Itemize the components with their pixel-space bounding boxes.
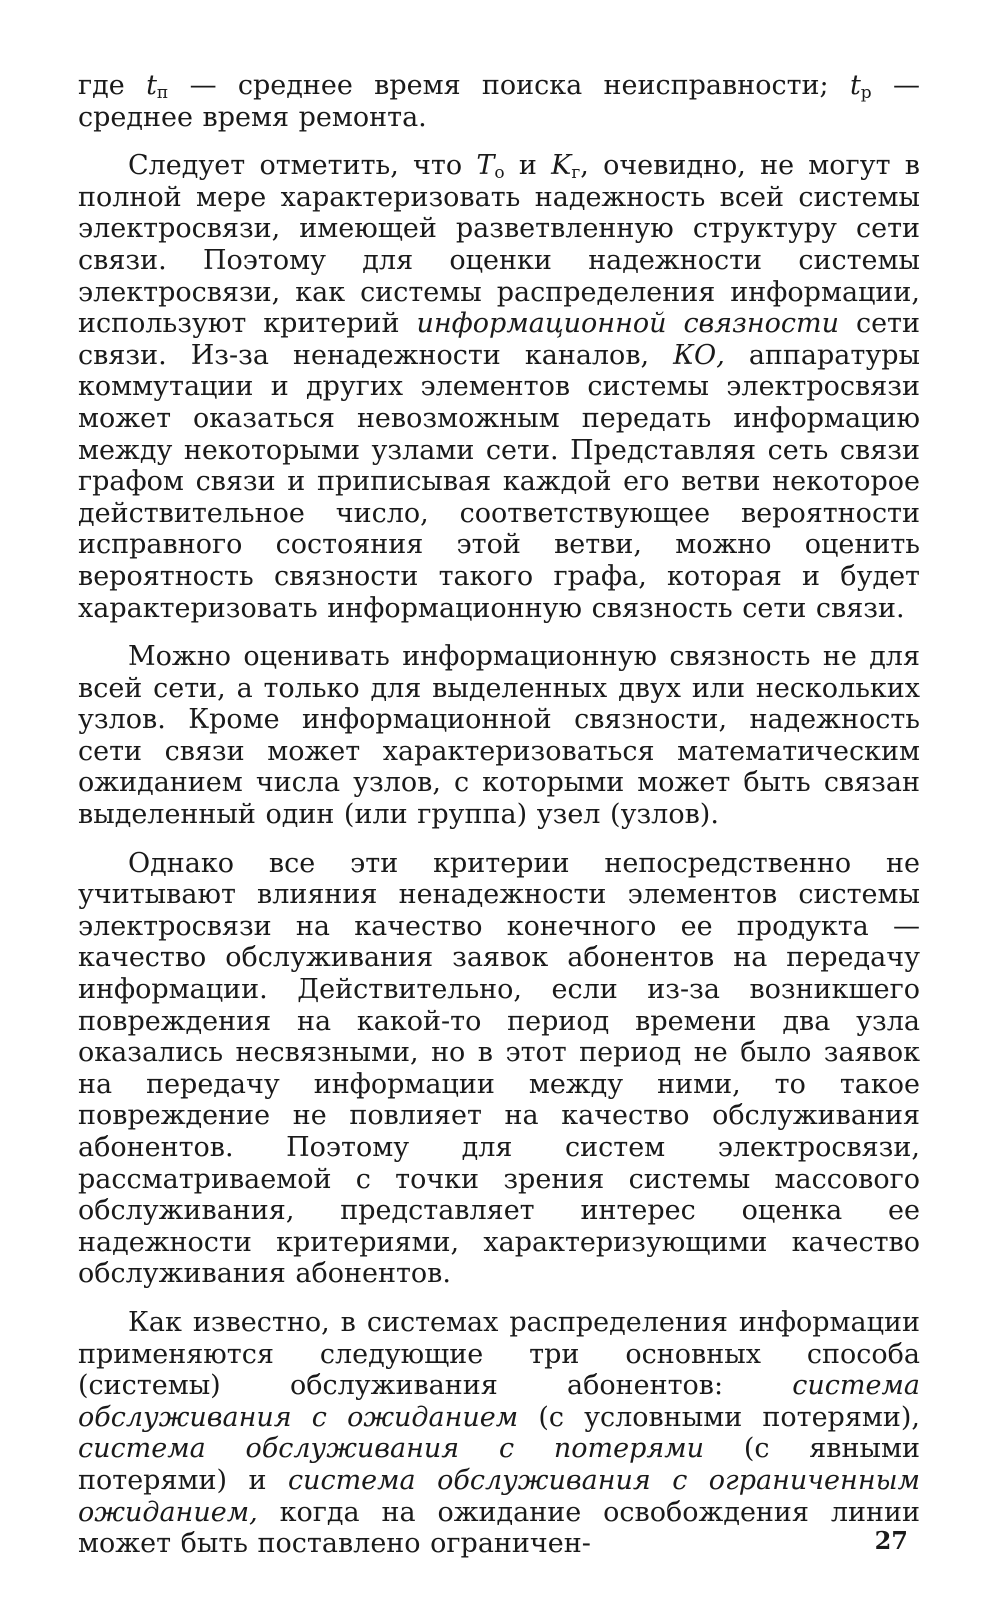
subscript-text: г bbox=[571, 163, 581, 184]
text-segment: где bbox=[78, 70, 147, 101]
page-number: 27 bbox=[874, 1526, 908, 1555]
paragraph-4 bbox=[78, 848, 920, 1290]
document-page bbox=[78, 70, 920, 1577]
paragraph-3 bbox=[78, 641, 920, 831]
subscript-text: р bbox=[860, 83, 872, 103]
italic-text: система обслуживания с ожиданием bbox=[78, 1370, 920, 1433]
text-segment: Следует отметить, что bbox=[128, 150, 477, 182]
italic-text: t bbox=[146, 70, 157, 101]
italic-text: система обслуживания с потерями bbox=[78, 1433, 705, 1465]
italic-text: K bbox=[551, 150, 572, 182]
text-segment: (с условными потерями), bbox=[518, 1401, 920, 1433]
italic-text: система обслуживания с ограниченным ожиданием, bbox=[78, 1464, 920, 1528]
text-segment: (с явными потерями) и bbox=[78, 1433, 920, 1496]
italic-text: T bbox=[476, 150, 495, 182]
paragraph-2 bbox=[78, 150, 920, 624]
text-segment: Можно оценивать информационную связность не для всей сети, а только для выделенных двух или нескольких узлов. Кроме информационной связности, надежность сети связи может характеризоваться математическим ожиданием числа узлов, с которыми может быть связан выделенный один (или группа) узел (узлов). bbox=[78, 641, 920, 831]
italic-text: информационной связности bbox=[416, 308, 840, 340]
text-segment: Как известно, в системах распределения информации применяются следующие три основных способа (системы) обслуживания абонентов: bbox=[78, 1306, 920, 1402]
text-segment: , очевидно, не могут в полной мере характеризовать надежность всей системы электросвязи, имеющей разветвленную структуру сети связи. Поэтому для оценки надежности системы электросвязи, как системы распределения информации, используют критерий bbox=[78, 150, 920, 340]
text-segment: — среднее время поиска неисправности; bbox=[168, 70, 850, 101]
text-segment: аппаратуры коммутации и других элементов системы электросвязи может оказаться невозможным передать информацию между некоторыми узлами сети. Представляя сеть связи графом связи и приписывая каждой его ветви некоторое действительное число, соответствующее вероятности исправного состояния этой ветви, можно оценить вероятность связности такого графа, которая и будет характеризовать информационную связность сети связи. bbox=[78, 339, 920, 624]
text-segment: Однако все эти критерии непосредственно не учитывают влияния ненадежности элементов системы электросвязи на качество конечного ее продукта — качество обслуживания заявок абонентов на передачу информации. Действительно, если из-за возникшего повреждения на какой-то период времени два узла оказались несвязными, но в этот период не было заявок на передачу информации между ними, то такое повреждение не повлияет на качество обслуживания абонентов. Поэтому для систем электросвязи, рассматриваемой с точки зрения системы массового обслуживания, представляет интерес оценка ее надежности критериями, характеризующими качество обслуживания абонентов. bbox=[78, 847, 920, 1290]
italic-text: t bbox=[849, 70, 861, 101]
subscript-text: п bbox=[156, 83, 169, 103]
paragraph-5 bbox=[78, 1307, 920, 1560]
subscript-text: о bbox=[494, 163, 505, 184]
text-segment: когда на ожидание освобождения линии может быть поставлено ограничен- bbox=[78, 1496, 920, 1560]
paragraph-1 bbox=[78, 70, 920, 133]
text-segment: — среднее время ремонта. bbox=[78, 70, 920, 133]
text-segment: и bbox=[504, 150, 552, 182]
text-segment: сети связи. Из-за ненадежности каналов, bbox=[78, 308, 920, 371]
italic-text: КО, bbox=[673, 339, 725, 371]
